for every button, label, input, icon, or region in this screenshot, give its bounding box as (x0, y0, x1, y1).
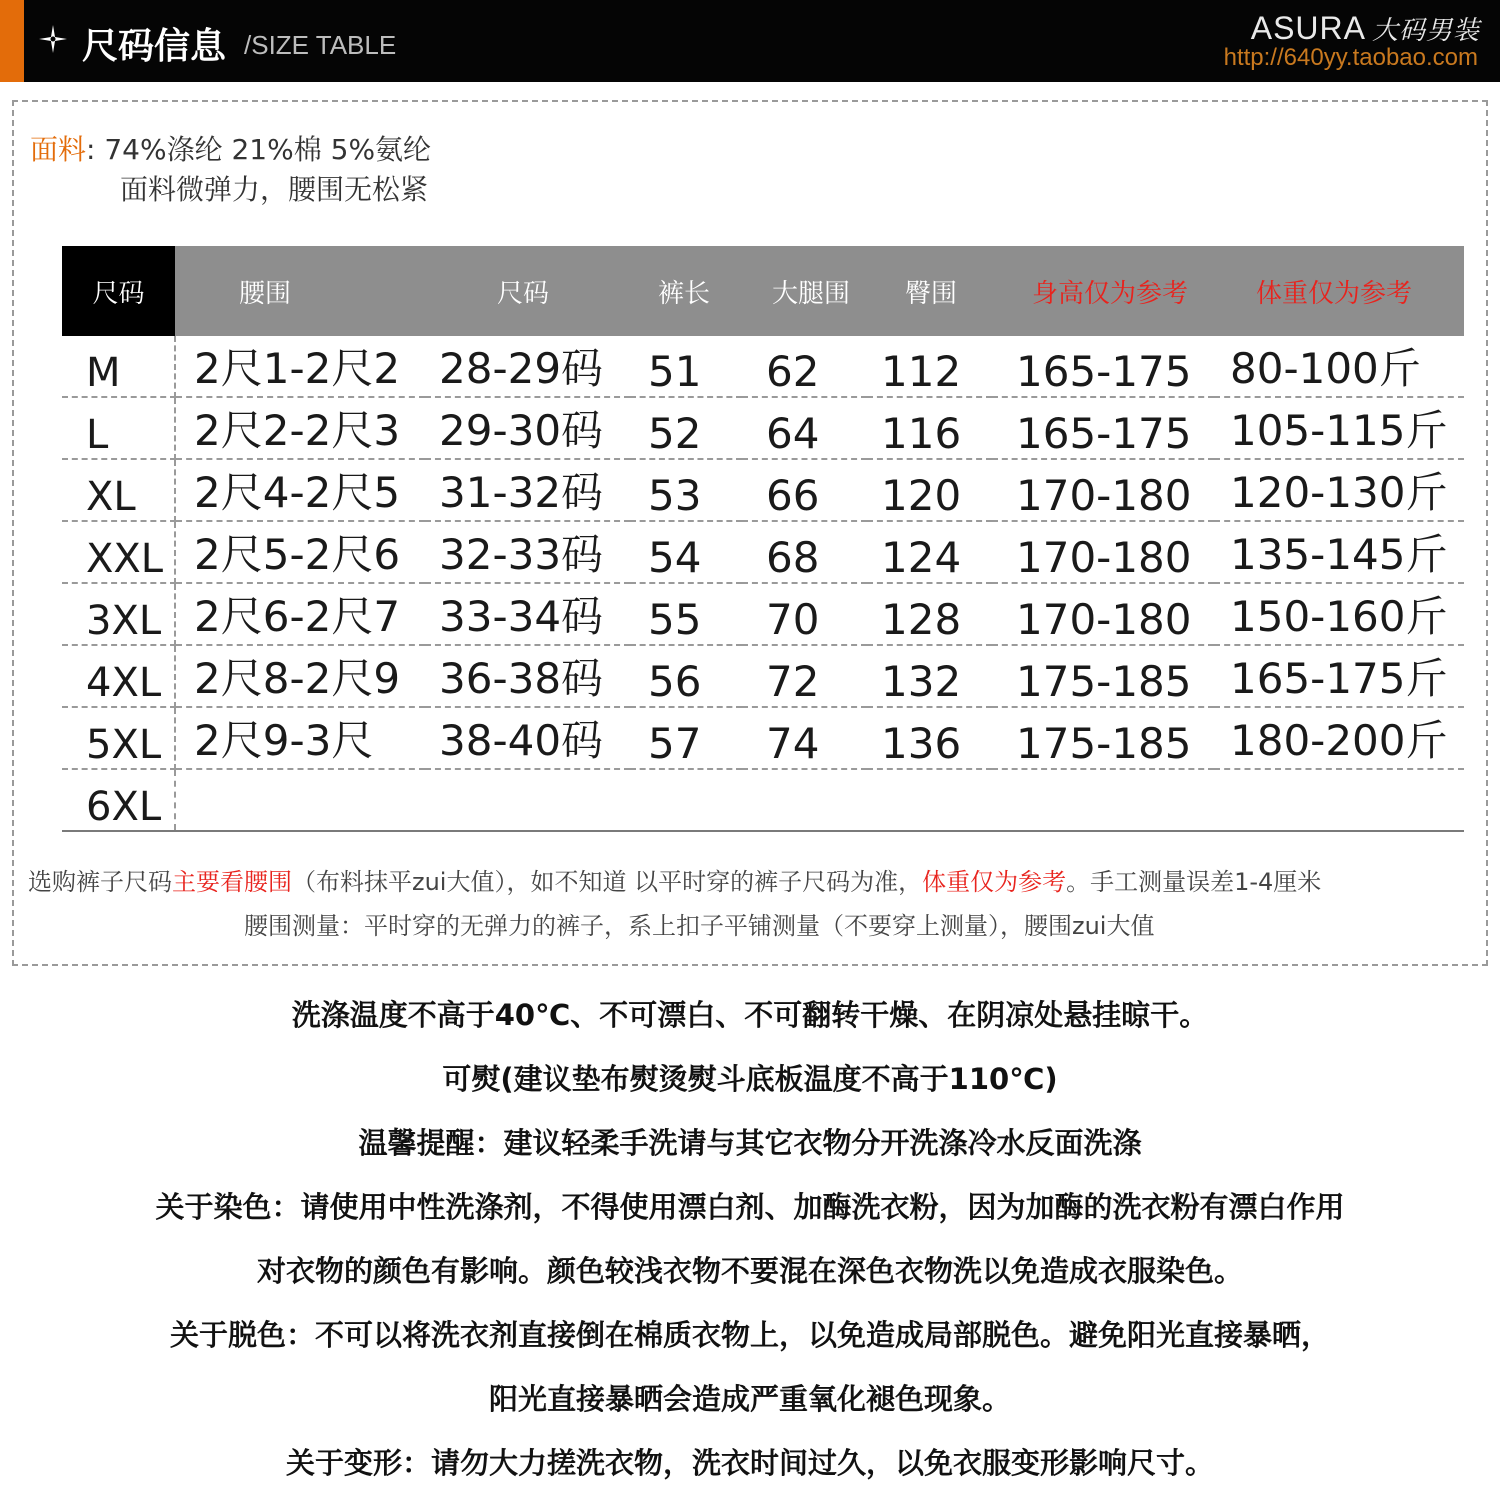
waist-cell: 2尺8-2尺9 (175, 645, 425, 707)
length-cell: 57 (630, 707, 742, 769)
thigh-cell (742, 769, 867, 831)
fabric-value: 74%涤纶 21%棉 5%氨纶 (104, 133, 432, 166)
weight-cell (1214, 769, 1464, 831)
column-header-height-ref: 身高仅为参考 (992, 246, 1214, 336)
size-tip-line1 (28, 862, 1321, 897)
size-table-body (62, 336, 1464, 831)
thigh-cell: 74 (742, 707, 867, 769)
table-row (62, 459, 1464, 521)
header-title: 尺码信息 (82, 26, 227, 67)
waist-cell: 2尺4-2尺5 (175, 459, 425, 521)
care-line: 关于染色：请使用中性洗涤剂，不得使用漂白剂、加酶洗衣粉，因为加酶的洗衣粉有漂白作用 (155, 1190, 1345, 1224)
weight-cell: 165-175斤 (1214, 645, 1464, 707)
size-cell: XXL (62, 521, 175, 583)
four-point-star-icon (38, 24, 68, 54)
length-cell: 55 (630, 583, 742, 645)
care-line: 可熨(建议垫布熨烫熨斗底板温度不高于110℃) (442, 1062, 1058, 1096)
table-row (62, 397, 1464, 459)
care-line: 洗涤温度不高于40℃、不可漂白、不可翻转干燥、在阴凉处悬挂晾干。 (291, 998, 1209, 1032)
fabric-colon: : (86, 133, 96, 166)
size-number-cell (425, 769, 630, 831)
column-header-size: 尺码 (62, 246, 175, 336)
table-row (62, 521, 1464, 583)
height-cell: 175-185 (992, 707, 1214, 769)
size-cell: 6XL (62, 769, 175, 831)
fabric-composition (30, 128, 431, 168)
size-number-cell: 36-38码 (425, 645, 630, 707)
size-number-cell: 32-33码 (425, 521, 630, 583)
length-cell: 56 (630, 645, 742, 707)
tip-highlight-waist: 主要看腰围 (172, 868, 292, 896)
weight-cell: 135-145斤 (1214, 521, 1464, 583)
size-tip-line2: 腰围测量：平时穿的无弹力的裤子，系上扣子平铺测量（不要穿上测量），腰围zui大值 (244, 912, 1155, 940)
hip-cell (867, 769, 992, 831)
waist-cell: 2尺1-2尺2 (175, 336, 425, 397)
hip-cell: 136 (867, 707, 992, 769)
height-cell: 170-180 (992, 521, 1214, 583)
table-header-row (62, 246, 1464, 336)
size-cell: M (62, 336, 175, 397)
hip-cell: 128 (867, 583, 992, 645)
size-cell: XL (62, 459, 175, 521)
column-header-waist: 腰围 (175, 246, 425, 336)
thigh-cell: 62 (742, 336, 867, 397)
size-cell: 5XL (62, 707, 175, 769)
thigh-cell: 70 (742, 583, 867, 645)
thigh-cell: 68 (742, 521, 867, 583)
thigh-cell: 64 (742, 397, 867, 459)
header-accent-stripe (0, 0, 24, 82)
hip-cell: 132 (867, 645, 992, 707)
size-cell: 4XL (62, 645, 175, 707)
length-cell: 51 (630, 336, 742, 397)
waist-cell: 2尺2-2尺3 (175, 397, 425, 459)
table-row (62, 769, 1464, 831)
tip-text-e: 。手工测量误差1-4厘米 (1066, 868, 1322, 896)
size-number-cell: 38-40码 (425, 707, 630, 769)
brand-logo (1251, 10, 1480, 47)
height-cell (992, 769, 1214, 831)
care-line: 关于脱色：不可以将洗衣剂直接倒在棉质衣物上，以免造成局部脱色。避免阳光直接暴晒， (169, 1318, 1330, 1352)
table-row (62, 645, 1464, 707)
care-line: 对衣物的颜色有影响。颜色较浅衣物不要混在深色衣物洗以免造成衣服染色。 (256, 1254, 1243, 1288)
length-cell: 54 (630, 521, 742, 583)
brand-name: ASURA (1250, 10, 1366, 46)
tip-text-a: 选购裤子尺码 (28, 868, 172, 896)
column-header-weight-ref: 体重仅为参考 (1214, 246, 1464, 336)
size-cell: L (62, 397, 175, 459)
waist-cell (175, 769, 425, 831)
height-cell: 175-185 (992, 645, 1214, 707)
size-number-cell: 33-34码 (425, 583, 630, 645)
column-header-hip: 臀围 (867, 246, 992, 336)
header-subtitle: /SIZE TABLE (244, 30, 397, 60)
weight-cell: 80-100斤 (1214, 336, 1464, 397)
length-cell (630, 769, 742, 831)
hip-cell: 124 (867, 521, 992, 583)
size-number-cell: 28-29码 (425, 336, 630, 397)
fabric-label: 面料 (30, 133, 87, 166)
table-row (62, 707, 1464, 769)
size-table (62, 246, 1464, 832)
table-row (62, 583, 1464, 645)
column-header-size-number: 尺码 (425, 246, 630, 336)
hip-cell: 120 (867, 459, 992, 521)
tip-highlight-weight: 体重仅为参考 (922, 868, 1067, 896)
brand-tagline: 大码男装 (1371, 16, 1480, 46)
length-cell: 52 (630, 397, 742, 459)
fabric-note: 面料微弹力，腰围无松紧 (120, 173, 429, 206)
waist-cell: 2尺9-3尺 (175, 707, 425, 769)
hip-cell: 112 (867, 336, 992, 397)
size-cell: 3XL (62, 583, 175, 645)
column-header-thigh: 大腿围 (742, 246, 867, 336)
care-line: 阳光直接暴晒会造成严重氧化褪色现象。 (488, 1382, 1011, 1416)
height-cell: 165-175 (992, 336, 1214, 397)
care-line: 温馨提醒：建议轻柔手洗请与其它衣物分开洗涤冷水反面洗涤 (358, 1126, 1142, 1160)
table-row (62, 336, 1464, 397)
waist-cell: 2尺6-2尺7 (175, 583, 425, 645)
size-number-cell: 29-30码 (425, 397, 630, 459)
height-cell: 170-180 (992, 459, 1214, 521)
thigh-cell: 66 (742, 459, 867, 521)
tip-text-c: （布料抹平zui大值），如不知道 以平时穿的裤子尺码为准， (292, 868, 923, 896)
column-header-length: 裤长 (630, 246, 742, 336)
shop-url: http://640yy.taobao.com (1223, 44, 1478, 71)
height-cell: 165-175 (992, 397, 1214, 459)
header-bar (0, 0, 1500, 82)
length-cell: 53 (630, 459, 742, 521)
weight-cell: 120-130斤 (1214, 459, 1464, 521)
height-cell: 170-180 (992, 583, 1214, 645)
hip-cell: 116 (867, 397, 992, 459)
size-number-cell: 31-32码 (425, 459, 630, 521)
weight-cell: 150-160斤 (1214, 583, 1464, 645)
care-line: 关于变形：请勿大力搓洗衣物，洗衣时间过久，以免衣服变形影响尺寸。 (285, 1446, 1214, 1480)
waist-cell: 2尺5-2尺6 (175, 521, 425, 583)
weight-cell: 105-115斤 (1214, 397, 1464, 459)
weight-cell: 180-200斤 (1214, 707, 1464, 769)
thigh-cell: 72 (742, 645, 867, 707)
